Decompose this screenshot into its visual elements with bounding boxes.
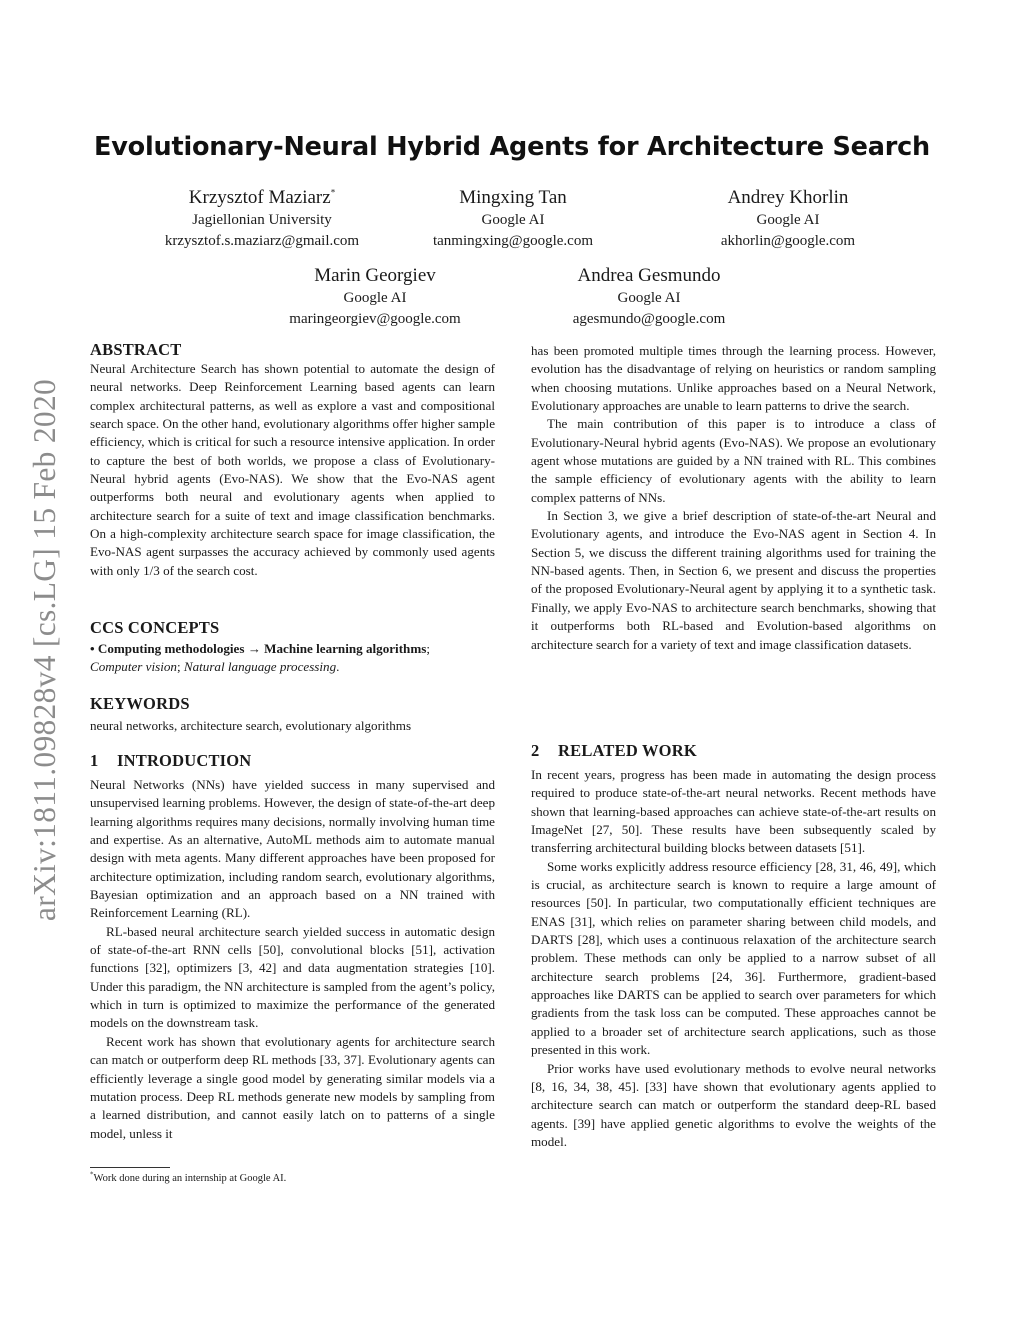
arxiv-stamp-text: arXiv:1811.09828v4 [cs.LG] 15 Feb 2020 xyxy=(27,378,63,921)
intro-paragraph-5: In Section 3, we give a brief description of state-of-the-art Neural and Evolutionary agents, and introduce the Evo-NAS agent in Section 4. In Section 5, we discuss the different training algorithms used for training the NN-based agents. Then, in Section 6, we present and discuss the properties of the proposed Evolutionary-Neural agent by applying it to a synthetic task. Finally, we apply Evo-NAS to architecture search benchmarks, showing that it outperforms both RL-based and Evolution-based algorithms on architecture search for a variety of text and image classification datasets. xyxy=(531,508,936,652)
author-affiliation: Google AI xyxy=(481,212,545,228)
author-footnote-mark: * xyxy=(330,187,336,198)
introduction-section xyxy=(90,751,495,1143)
intro-paragraph-2: RL-based neural architecture search yielded success in automatic design of state-of-the-art RNN cells [50], convolutional blocks [51], activation functions [32], optimizers [3, 42] and data augmentation strategies [10]. Under this paradigm, the NN architecture is sampled from the agent’s policy, which in turn is optimized to maximize the performance of the generated models on the downstream task. xyxy=(90,923,495,1031)
left-column xyxy=(90,340,495,580)
author-block-2 xyxy=(363,186,663,251)
right-column xyxy=(531,342,936,654)
arxiv-stamp xyxy=(22,352,68,947)
keywords-section xyxy=(90,694,495,735)
keywords-text: neural networks, architecture search, evolutionary algorithms xyxy=(90,718,412,733)
ccs-text: • Computing methodologies → Machine learning algorithms; Computer vision; Natural language processing. xyxy=(90,641,430,675)
author-email: maringeorgiev@google.com xyxy=(289,310,461,327)
author-email: krzysztof.s.maziarz@gmail.com xyxy=(164,232,360,249)
intro-continuation: has been promoted multiple times through the learning process. However, evolution has the disadvantage of relying on heuristics or random sampling when choosing mutations. Unlike approaches based on a Neural Network, Evolutionary approaches are unable to learn patterns to drive the search. xyxy=(531,343,936,414)
author-name: Krzysztof Maziarz xyxy=(188,187,331,208)
author-email: agesmundo@google.com xyxy=(572,310,726,327)
author-name: Marin Georgiev xyxy=(314,265,436,286)
author-affiliation: Jagiellonian University xyxy=(192,212,332,228)
abstract-heading: ABSTRACT xyxy=(90,340,182,359)
related-work-section xyxy=(531,741,936,1151)
author-email: tanmingxing@google.com xyxy=(432,232,594,249)
keywords-heading: KEYWORDS xyxy=(90,694,190,713)
author-affiliation: Google AI xyxy=(617,290,681,306)
footnote: *Work done during an internship at Google AI. xyxy=(90,1170,287,1184)
author-affiliation: Google AI xyxy=(756,212,820,228)
author-name: Andrea Gesmundo xyxy=(577,265,721,286)
intro-paragraph-4: The main contribution of this paper is to introduce a class of Evolutionary-Neural hybrid agents (Evo-NAS). We propose an evolutionary agent whose mutations are guided by a NN trained with RL. This combines the sample efficiency of evolutionary agents with the ability to learn complex patterns of NNs. xyxy=(531,416,936,505)
abstract-text: Neural Architecture Search has shown potential to automate the design of neural networks. Deep Reinforcement Learning based agents can learn complex architectural patterns, as well as explore a vast and compositional search space. On the other hand, evolutionary algorithms offer higher sample efficiency, which is critical for such a resource intensive application. In order to capture the best of both worlds, we propose a class of Evolutionary-Neural hybrid agents (Evo-NAS). We show that the Evo-NAS agent outperforms both neural and evolutionary agents when applied to architecture search for a suite of text and image classification benchmarks. On a high-complexity architecture search space for image classification, the Evo-NAS agent surpasses the accuracy achieved by commonly used agents with only 1/3 of the search cost. xyxy=(90,361,495,578)
related-paragraph-2: Some works explicitly address resource efficiency [28, 31, 46, 49], which is crucial, as architecture search is known to require a large amount of resources [50]. In particular, two computationally efficient techniques are ENAS [31], which relies on parameter sharing between child models, and DARTS [28], which uses a continuous relaxation of the architecture search problem. These methods can only be applied to a narrow subset of all architecture search problems [24, 36]. Furthermore, gradient-based approaches like DARTS can be applied to search over parameters for which gradients from the task loss can be computed. These approaches cannot be applied to a broader set of architecture search applications, such as those presented in this work. xyxy=(531,858,936,1058)
author-name: Andrey Khorlin xyxy=(727,187,849,208)
related-paragraph-3: Prior works have used evolutionary methods to evolve neural networks [8, 16, 34, 38, 45]. [33] have shown that evolutionary agents applied to architecture search can match or outperform the standard deep-RL based agents. [39] have applied genetic algorithms to evolve the weights of the model. xyxy=(531,1060,936,1149)
ccs-section xyxy=(90,618,495,677)
related-work-heading: 2 RELATED WORK xyxy=(531,741,697,760)
author-block-3 xyxy=(638,186,938,251)
paper-title: Evolutionary-Neural Hybrid Agents for Architecture Search xyxy=(94,132,930,162)
intro-paragraph-3: Recent work has shown that evolutionary agents for architecture search can match or outperform deep RL methods [33, 37]. Evolutionary agents can efficiently leverage a single good model by generating similar models via a mutation process. Deep RL methods generate new models by sampling from a learned distribution, and cannot easily latch on to patterns of a single model, unless it xyxy=(90,1033,495,1141)
introduction-heading: 1 INTRODUCTION xyxy=(90,751,252,770)
author-block-5 xyxy=(499,264,799,329)
author-name: Mingxing Tan xyxy=(459,187,567,208)
intro-paragraph-1: Neural Networks (NNs) have yielded success in many supervised and unsupervised learning problems. However, the design of state-of-the-art deep learning algorithms requires many decisions, normally involving human time and expertise. As an alternative, AutoML methods aim to automate manual design with meta agents. Many different approaches have been proposed for architecture optimization, including random search, evolutionary algorithms, Bayesian optimization and an approach based on a NN trained with Reinforcement Learning (RL). xyxy=(90,777,495,921)
author-email: akhorlin@google.com xyxy=(720,232,856,249)
ccs-heading: CCS CONCEPTS xyxy=(90,618,220,637)
author-block-4 xyxy=(225,264,525,329)
footnote-rule xyxy=(90,1167,170,1168)
related-paragraph-1: In recent years, progress has been made in automating the design process required to produce state-of-the-art neural networks. Recent methods have shown that learning-based approaches can achieve state-of-the-art results on ImageNet [27, 50]. These results have been subsequently scaled by transferring architectural building blocks between datasets [51]. xyxy=(531,767,936,856)
author-affiliation: Google AI xyxy=(343,290,407,306)
